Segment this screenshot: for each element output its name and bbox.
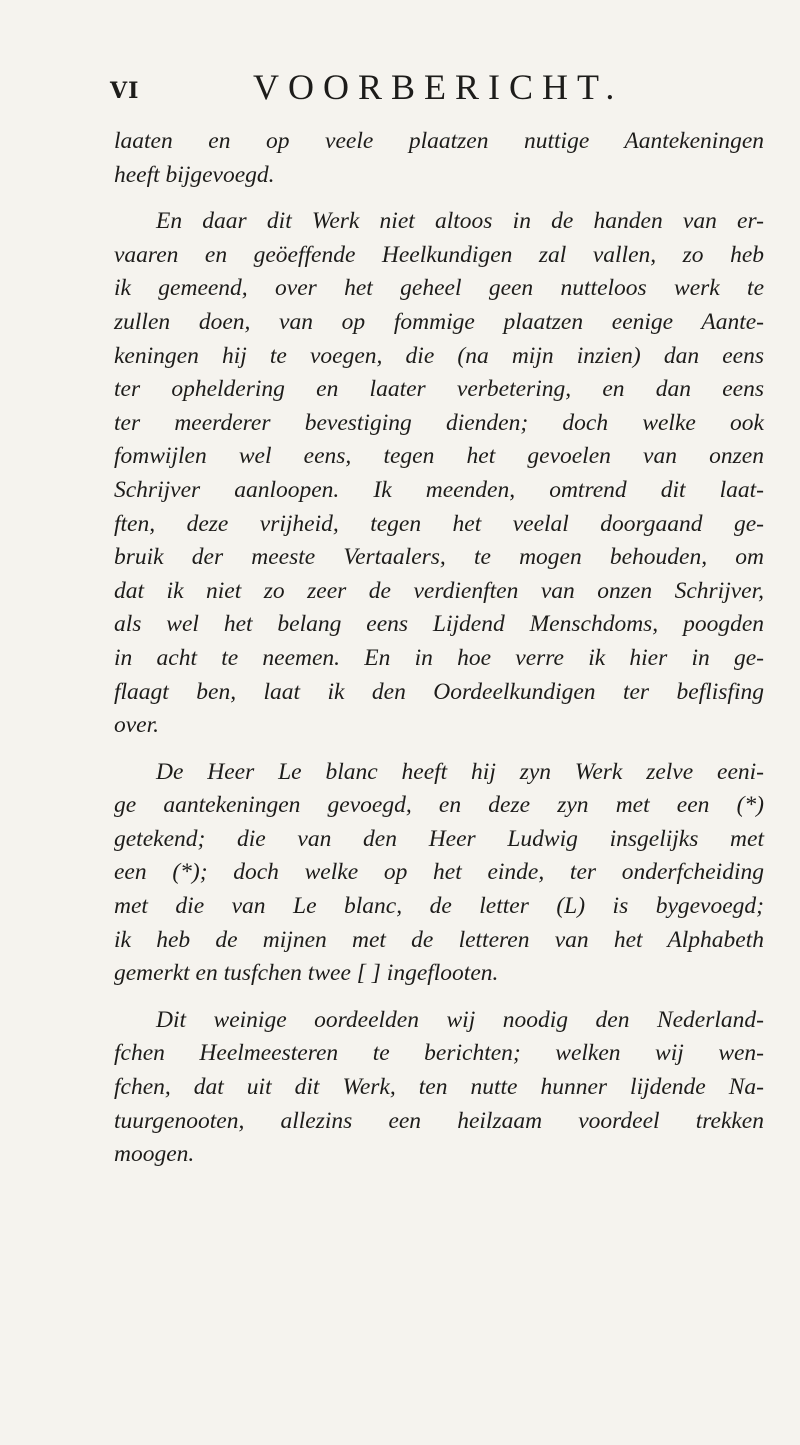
paragraph [114, 125, 764, 192]
paragraph [114, 756, 764, 991]
text-line: moogen. [114, 1141, 195, 1168]
text-line: fchen, dat uit dit Werk, ten nutte hunner lijdende Na- [114, 1074, 764, 1101]
text-line: een (*); doch welke op het einde, ter onderfcheiding [114, 859, 764, 886]
body-text [114, 125, 764, 1172]
text-line: ge aantekeningen gevoegd, en deze zyn met een (*) [114, 792, 764, 819]
text-line: laaten en op veele plaatzen nuttige Aantekeningen [114, 128, 764, 154]
text-line: ter meerderer bevestiging dienden; doch welke ook [114, 409, 764, 436]
text-line: Schrijver aanloopen. Ik meenden, omtrend dit laat- [114, 476, 764, 503]
text-line: met die van Le blanc, de letter (L) is bygevoegd; [114, 893, 764, 920]
text-line: getekend; die van den Heer Ludwig insgelijks met [114, 825, 764, 852]
running-head: VOORBERICHT. [253, 67, 624, 107]
page-header [110, 62, 760, 112]
text-line: als wel het belang eens Lijdend Menschdoms, poogden [114, 611, 764, 638]
text-line: gemerkt en tusfchen twee [ ] ingeflooten. [114, 960, 499, 987]
text-line: fchen Heelmeesteren te berichten; welken wij wen- [114, 1040, 764, 1067]
text-line: zullen doen, van op fommige plaatzen eenige Aante- [114, 308, 764, 335]
text-line: in acht te neemen. En in hoe verre ik hier in ge- [114, 644, 764, 671]
text-line: keningen hij te voegen, die (na mijn inzien) dan eens [114, 342, 764, 369]
paragraph [114, 205, 764, 743]
paragraph [114, 1004, 764, 1172]
text-line: bruik der meeste Vertaalers, te mogen behouden, om [114, 544, 764, 571]
text-line: Dit weinige oordeelden wij noodig den Nederland- [156, 1006, 764, 1033]
text-line: De Heer Le blanc heeft hij zyn Werk zelve eeni- [156, 758, 764, 785]
page-number: VI [110, 78, 140, 104]
text-line: over. [114, 712, 160, 739]
text-line: fomwijlen wel eens, tegen het gevoelen van onzen [114, 443, 764, 470]
text-line: ften, deze vrijheid, tegen het veelal doorgaand ge- [114, 510, 764, 537]
text-line: heeft bijgevoegd. [114, 161, 275, 188]
text-line: ik heb de mijnen met de letteren van het Alphabeth [114, 926, 764, 953]
text-line: vaaren en geöeffende Heelkundigen zal vallen, zo heb [114, 241, 764, 268]
text-line: ter opheldering en laater verbetering, en dan eens [114, 376, 764, 403]
text-line: flaagt ben, laat ik den Oordeelkundigen ter beflisfing [114, 678, 764, 705]
text-line: dat ik niet zo zeer de verdienften van onzen Schrijver, [114, 577, 764, 604]
text-line: ik gemeend, over het geheel geen nutteloos werk te [114, 275, 764, 302]
text-line: En daar dit Werk niet altoos in de handen van er- [156, 208, 764, 235]
text-line: tuurgenooten, allezins een heilzaam voordeel trekken [114, 1107, 764, 1134]
